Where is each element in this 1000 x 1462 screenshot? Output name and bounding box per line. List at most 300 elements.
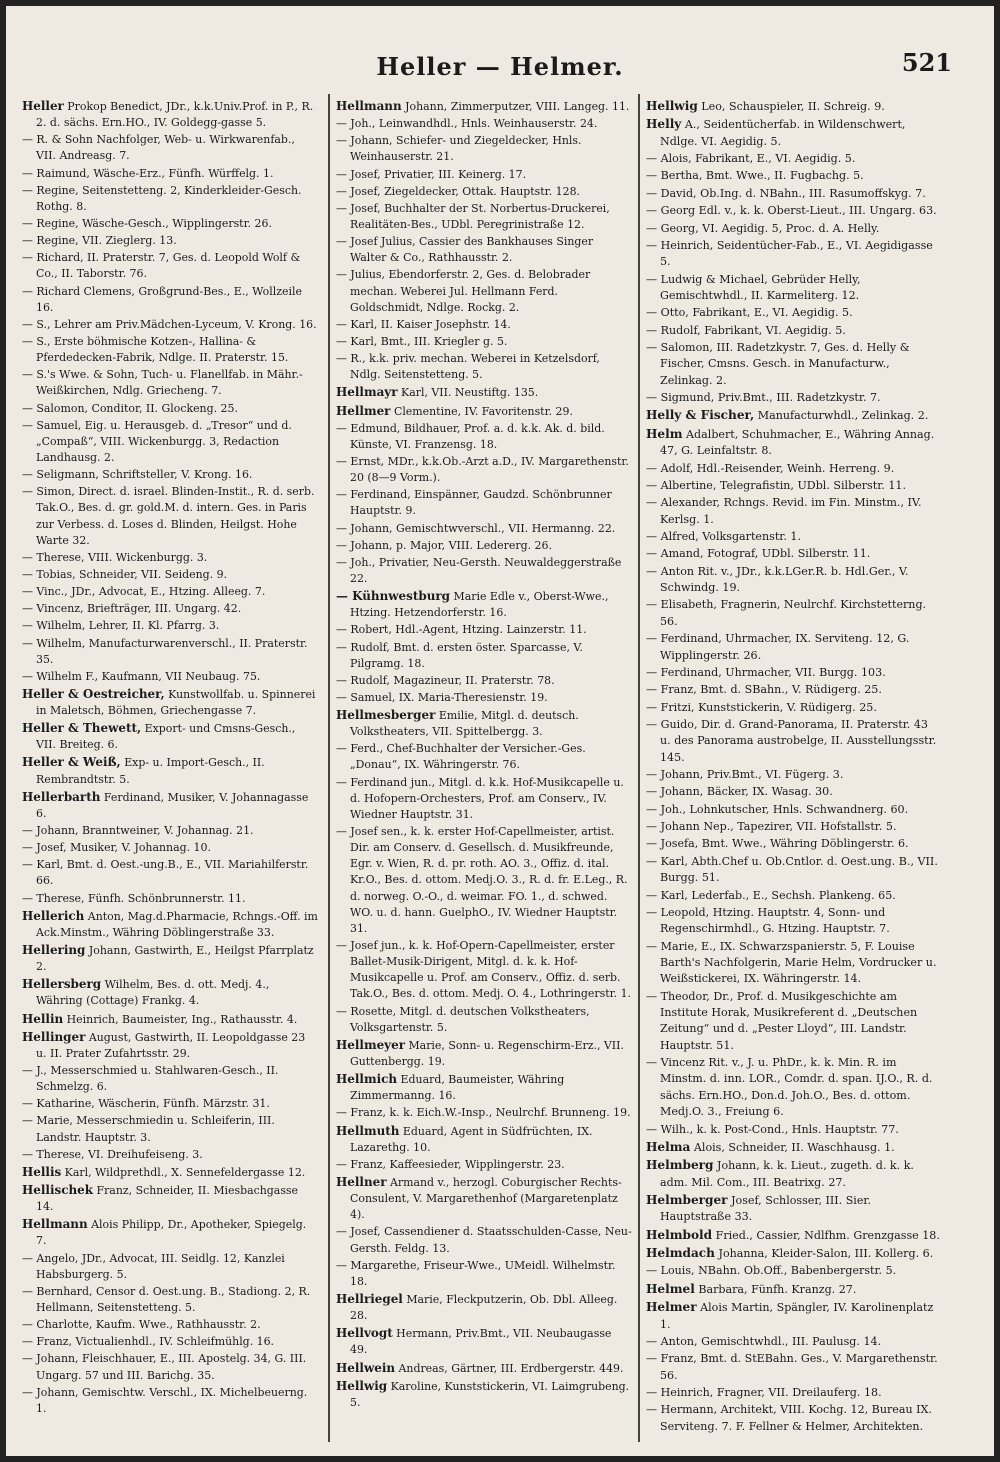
directory-entry (646, 546, 942, 562)
directory-entry (22, 233, 318, 249)
entry-details: — Leopold, Htzing. Hauptstr. 4, Sonn- und Regenschirmhdl., G. Htzing. Hauptstr. 7. (646, 905, 890, 936)
directory-entry (646, 1263, 942, 1279)
directory-entry (336, 487, 632, 519)
entry-details: Adalbert, Schuhmacher, E., Währing Annag. 47, G. Leinfaltstr. 8. (660, 427, 935, 458)
entry-details: — S., Erste böhmische Kotzen-, Hallina- & Pferdedecken-Fabrik, Ndlge. II. Praterstr. 15. (22, 334, 289, 365)
directory-entry (22, 484, 318, 549)
directory-entry (22, 1317, 318, 1333)
directory-entry (22, 183, 318, 215)
entry-details: — Samuel, IX. Maria-Theresienstr. 19. (336, 690, 548, 704)
entry-details: — Franz, Bmt. d. SBahn., V. Rüdigerg. 25. (646, 683, 882, 697)
directory-entry (336, 1174, 632, 1223)
entry-surname: Helmberg (646, 1158, 714, 1173)
directory-entry (336, 133, 632, 165)
directory-entry (22, 1385, 318, 1417)
entry-details: — Albertine, Telegrafistin, UDbl. Silberstr. 11. (646, 478, 906, 492)
entry-details: — Wilhelm, Lehrer, II. Kl. Pfarrg. 3. (22, 619, 220, 633)
entry-details: — Anton, Gemischtwhdl., III. Paulusg. 14. (646, 1334, 882, 1348)
directory-entry (336, 1378, 632, 1411)
entry-details: — Therese, Fünfh. Schönbrunnerstr. 11. (22, 891, 246, 905)
directory-entry (646, 305, 942, 321)
entry-details: — Heinrich, Seidentücher-Fab., E., VI. Aegidigasse 5. (646, 238, 933, 269)
entry-details: — Regine, VII. Zieglerg. 13. (22, 234, 177, 248)
entry-details: — Marie, E., IX. Schwarzspanierstr. 5, F. Louise Barth's Nachfolgerin, Marie Helm, Vordrucker u. Weißstickerei, IX. Währingerstr. 14. (646, 939, 937, 986)
entry-details: — Otto, Fabrikant, E., VI. Aegidig. 5. (646, 306, 853, 320)
entry-details: — J., Messerschmied u. Stahlwaren-Gesch., II. Schmelzg. 6. (22, 1064, 279, 1094)
directory-entry (22, 1284, 318, 1316)
entry-details: — Fritzi, Kunststickerin, V. Rüdigerg. 25. (646, 700, 877, 714)
entry-details: — S., Lehrer am Priv.Mädchen-Lyceum, V. Krong. 16. (22, 317, 317, 331)
entry-surname: Hellis (22, 1164, 62, 1179)
column-2 (336, 98, 632, 1438)
entry-surname: Heller & Oestreicher, (22, 686, 165, 701)
entry-surname: Hellner (336, 1175, 387, 1189)
directory-entry (22, 823, 318, 839)
entry-details: — Vincenz, Briefträger, III. Ungarg. 42. (22, 602, 242, 616)
directory-entry (22, 789, 318, 822)
entry-surname: Helly (646, 117, 682, 132)
entry-details: — Franz, k. k. Eich.W.-Insp., Neulrchf. Brunneng. 19. (336, 1106, 631, 1120)
entry-details: Alois Philipp, Dr., Apotheker, Spiegelg. 7. (36, 1218, 307, 1248)
directory-entry (646, 989, 942, 1054)
entry-details: — Johann Nep., Tapezirer, VII. Hofstallstr. 5. (646, 820, 897, 834)
entry-surname: Helmdach (646, 1246, 715, 1261)
entry-details: Johanna, Kleider-Salon, III. Kollerg. 6. (714, 1247, 934, 1261)
entry-surname: Hellmeyer (336, 1037, 405, 1052)
directory-entry (646, 1334, 942, 1350)
entry-details: — Richard, II. Praterstr. 7, Ges. d. Leopold Wolf & Co., II. Taborstr. 76. (22, 251, 301, 281)
entry-details: — Josef, Cassendiener d. Staatsschulden-Casse, Neu-Gersth. Feldg. 13. (336, 1225, 632, 1255)
entry-details: — Anton Rit. v., JDr., k.k.LGer.R. b. Hdl.Ger., V. Schwindg. 19. (646, 564, 909, 595)
directory-entry (22, 1147, 318, 1163)
directory-entry (336, 267, 632, 315)
entry-details: — Ferdinand, Uhrmacher, IX. Serviteng. 12, G. Wipplingerstr. 26. (646, 632, 910, 662)
directory-entry (646, 905, 942, 938)
column-divider (328, 94, 330, 1442)
page-number: 521 (901, 48, 952, 77)
directory-entry (22, 686, 318, 719)
entry-surname: Helma (646, 1139, 691, 1154)
directory-entry (646, 597, 942, 630)
directory-entry (646, 323, 942, 339)
directory-entry (22, 1063, 318, 1095)
directory-entry (22, 942, 318, 975)
entry-surname: Hellwein (336, 1360, 396, 1375)
directory-entry (646, 116, 942, 150)
directory-entry (336, 775, 632, 823)
entry-details: — Seligmann, Schriftsteller, V. Krong. 16. (22, 468, 253, 482)
entry-details: — Alois, Fabrikant, E., VI. Aegidig. 5. (646, 152, 856, 166)
entry-details: — Katharine, Wäscherin, Fünfh. Märzstr. 31. (22, 1097, 270, 1111)
entry-details: — Angelo, JDr., Advocat, III. Seidlg. 12, Kanzlei Habsburgerg. 5. (22, 1251, 285, 1281)
entry-details: Alois Martin, Spängler, IV. Karolinenplatz 1. (660, 1301, 934, 1331)
entry-details: — Bertha, Bmt. Wwe., II. Fugbachg. 5. (646, 169, 864, 183)
directory-entry (646, 1385, 942, 1401)
entry-surname: Hellmich (336, 1072, 398, 1087)
entry-details: Karl, Wildprethdl., X. Sennefeldergasse 12. (61, 1165, 306, 1179)
entry-details: — Raimund, Wäsche-Erz., Fünfh. Würffelg. 1. (22, 166, 274, 180)
directory-entry (336, 167, 632, 183)
directory-entry (646, 939, 942, 988)
entry-details: — Ferd., Chef-Buchhalter der Versicher.-Ges. „Donau“, IX. Währingerstr. 76. (336, 742, 586, 772)
directory-entry (22, 1182, 318, 1215)
entry-details: — Josef jun., k. k. Hof-Opern-Capellmeister, erster Ballet-Musik-Dirigent, Mitgl. d. k. k. Hof-Musikcapelle u. Prof. am Conserv., Offiz. d. serb. Tak.O., Bes. d. ottom. Medj. O. 4., Lothringerstr. 1. (336, 939, 632, 1001)
entry-details: — Joh., Privatier, Neu-Gersth. Neuwaldeggerstraße 22. (336, 555, 622, 585)
entry-details: — Johann, Gemischtw. Verschl., IX. Michelbeuerng. 1. (22, 1385, 308, 1415)
directory-entry (22, 401, 318, 417)
entry-details: — Karl, II. Kaiser Josephstr. 14. (336, 317, 511, 331)
entry-surname: Hellmesberger (336, 708, 436, 723)
directory-entry (22, 216, 318, 232)
entry-details: Eduard, Baumeister, Währing Zimmermanng. 16. (350, 1073, 565, 1103)
directory-entry (646, 238, 942, 271)
directory-entry (336, 1224, 632, 1256)
directory-entry (336, 454, 632, 486)
directory-entry (22, 601, 318, 617)
entry-details: — Adolf, Hdl.-Reisender, Weinh. Herreng. 9. (646, 461, 895, 475)
directory-entry (336, 403, 632, 420)
entry-details: — Julius, Ebendorferstr. 2, Ges. d. Belobrader mechan. Weberei Jul. Hellmann Ferd. Goldschmidt, Ndlge. Rockg. 2. (336, 268, 591, 314)
entry-details: — Sigmund, Priv.Bmt., III. Radetzkystr. 7. (646, 391, 881, 405)
entry-details: — Richard Clemens, Großgrund-Bes., E., Wollzeile 16. (22, 284, 302, 314)
directory-entry (22, 908, 318, 941)
directory-entry (646, 717, 942, 766)
entry-surname: Hellinger (22, 1029, 86, 1044)
directory-entry (646, 631, 942, 664)
directory-entry (646, 1281, 942, 1298)
entry-details: — Alexander, Rchngs. Revid. im Fin. Minstm., IV. Kerlsg. 1. (646, 496, 922, 526)
directory-entry (646, 390, 942, 406)
entry-details: — Josef, Musiker, V. Johannag. 10. (22, 841, 211, 855)
entry-surname: Hellwig (646, 99, 698, 113)
directory-entry (22, 636, 318, 668)
directory-entry (336, 673, 632, 689)
entry-surname: Hellmuth (336, 1123, 400, 1138)
directory-entry (336, 640, 632, 672)
entry-details: — Charlotte, Kaufm. Wwe., Rathhausstr. 2. (22, 1318, 261, 1332)
directory-entry (22, 418, 318, 466)
directory-entry (646, 221, 942, 237)
entry-details: — Ferdinand, Uhrmacher, VII. Burgg. 103. (646, 665, 886, 679)
entry-details: — Hermann, Architekt, VIII. Kochg. 12, Bureau IX. Serviteng. 7. F. Fellner & Helmer, Architekten. (646, 1403, 932, 1433)
directory-entry (646, 1245, 942, 1262)
directory-entry (336, 184, 632, 200)
entry-details: Fried., Cassier, Ndlfhm. Grenzgasse 18. (712, 1228, 940, 1242)
entry-surname: Hellmayr (336, 385, 398, 400)
directory-entry (646, 186, 942, 202)
directory-entry (22, 467, 318, 483)
entry-details: — Franz, Kaffeesieder, Wipplingerstr. 23. (336, 1157, 565, 1171)
entry-details: — R. & Sohn Nachfolger, Web- u. Wirkwarenfab., VII. Andreasg. 7. (22, 133, 295, 163)
entry-details: — Theodor, Dr., Prof. d. Musikgeschichte am Institute Horak, Musikreferent d. „Deutschen Zeitung“ und d. „Pester Lloyd“, III. Landstr. Hauptstr. 51. (646, 989, 918, 1052)
directory-entry (646, 564, 942, 597)
entry-details: Prokop Benedict, JDr., k.k.Univ.Prof. in P., R. 2. d. sächs. Ern.HO., IV. Goldegg-gasse 5. (36, 100, 314, 130)
entry-details: — Alfred, Volksgartenstr. 1. (646, 529, 802, 543)
entry-details: — Robert, Hdl.-Agent, Htzing. Lainzerstr. 11. (336, 623, 587, 637)
entry-details: — Tobias, Schneider, VII. Seideng. 9. (22, 567, 228, 581)
directory-entry (646, 1192, 942, 1226)
entry-details: Marie, Fleckputzerin, Ob. Dbl. Alleeg. 28. (350, 1292, 618, 1323)
entry-details: Barbara, Fünfh. Kranzg. 27. (694, 1282, 857, 1296)
directory-entry (22, 1216, 318, 1249)
entry-surname: Helly & Fischer, (646, 408, 755, 423)
directory-entry (336, 690, 632, 706)
directory-entry (22, 891, 318, 907)
entry-details: — Ernst, MDr., k.k.Ob.-Arzt a.D., IV. Margarethenstr. 20 (8—9 Vorm.). (336, 454, 629, 485)
entry-details: — Bernhard, Censor d. Oest.ung. B., Stadiong. 2, R. Hellmann, Seitenstetteng. 5. (22, 1284, 311, 1314)
entry-details: Karl, VII. Neustiftg. 135. (397, 386, 539, 400)
entry-details: — Georg, VI. Aegidig. 5, Proc. d. A. Helly. (646, 221, 880, 235)
directory-entry (646, 1402, 942, 1435)
directory-entry (22, 98, 318, 131)
directory-entry (646, 98, 942, 115)
directory-entry (336, 351, 632, 383)
entry-details: — Johann, Bäcker, IX. Wasag. 30. (646, 785, 833, 799)
directory-entry (646, 682, 942, 698)
entry-details: — Heinrich, Fragner, VII. Dreilauferg. 18. (646, 1385, 882, 1399)
directory-entry (22, 567, 318, 583)
directory-entry (646, 203, 942, 219)
directory-entry (22, 584, 318, 600)
directory-entry (646, 1055, 942, 1120)
directory-entry (336, 1004, 632, 1036)
entry-surname: Hellvogt (336, 1326, 393, 1341)
directory-entry (336, 421, 632, 453)
page-header (6, 48, 994, 88)
entry-details: — Ferdinand jun., Mitgl. d. k.k. Hof-Musikcapelle u. d. Hofopern-Orchesters, Prof. am Conserv., IV. Wiedner Hauptstr. 31. (336, 775, 624, 821)
entry-details: Kunstwollfab. u. Spinnerei in Maletsch, Böhmen, Griechengasse 7. (36, 687, 316, 718)
entry-details: — Vinc., JDr., Advocat, E., Htzing. Alleeg. 7. (22, 585, 266, 599)
entry-details: — Marie, Messerschmiedin u. Schleiferin, III. Landstr. Hauptstr. 3. (22, 1114, 275, 1144)
entry-details: — Louis, NBahn. Ob.Off., Babenbergerstr. 5. (646, 1264, 897, 1278)
entry-details: — Wilh., k. k. Post-Cond., Hnls. Hauptstr. 77. (646, 1122, 899, 1136)
directory-entry (336, 1157, 632, 1173)
directory-entry (646, 529, 942, 545)
directory-entry (646, 784, 942, 800)
entry-details: Johann, Gastwirth, E., Heilgst Pfarrplatz 2. (36, 944, 314, 974)
entry-details: — Franz, Bmt. d. StEBahn. Ges., V. Margarethenstr. 56. (646, 1352, 938, 1382)
directory-entry (336, 938, 632, 1003)
entry-surname: Hellischek (22, 1183, 94, 1197)
directory-entry (646, 272, 942, 305)
column-3 (646, 98, 942, 1438)
directory-entry (336, 1123, 632, 1156)
entry-details: — Rosette, Mitgl. d. deutschen Volkstheaters, Volksgartenstr. 5. (336, 1004, 590, 1034)
directory-entry (336, 1291, 632, 1324)
entry-surname: Helmel (646, 1281, 695, 1296)
entry-details: — Josef, Buchhalter der St. Norbertus-Druckerei, Realitäten-Bes., UDbl. Peregrinistraße 12. (336, 201, 610, 231)
entry-details: — Rudolf, Magazineur, II. Praterstr. 78. (336, 673, 555, 687)
directory-entry (336, 538, 632, 554)
entry-details: Johann, k. k. Lieut., zugeth. d. k. k. adm. Mil. Com., III. Beatrixg. 27. (660, 1159, 914, 1189)
directory-entry (646, 1299, 942, 1333)
entry-details: Johann, Zimmerputzer, VIII. Langeg. 11. (401, 100, 630, 113)
directory-entry (646, 767, 942, 783)
directory-entry (336, 1037, 632, 1070)
entry-details: Clementine, IV. Favoritenstr. 29. (390, 404, 573, 418)
entry-details: — Josef, Privatier, III. Keinerg. 17. (336, 167, 527, 181)
directory-entry (336, 116, 632, 132)
entry-details: Eduard, Agent in Südfrüchten, IX. Lazarethg. 10. (350, 1124, 593, 1154)
entry-details: — Johann, Schiefer- und Ziegeldecker, Hnls. Weinhauserstr. 21. (336, 134, 582, 164)
directory-entry (336, 1258, 632, 1290)
entry-details: — Karl, Bmt., III. Kriegler g. 5. (336, 334, 508, 348)
entry-details: Hermann, Priv.Bmt., VII. Neubaugasse 49. (350, 1327, 612, 1357)
directory-entry (646, 888, 942, 904)
entry-details: — Franz, Victualienhdl., IV. Schleifmühlg. 16. (22, 1335, 275, 1349)
running-title: Heller — Helmer. (376, 52, 624, 81)
directory-entry (22, 754, 318, 787)
column-1 (22, 98, 318, 1438)
directory-entry (22, 132, 318, 164)
directory-entry (646, 151, 942, 167)
directory-entry (336, 555, 632, 587)
entry-details: — Rudolf, Bmt. d. ersten öster. Sparcasse, V. Pilgramg. 18. (336, 640, 583, 670)
directory-entry (22, 857, 318, 889)
directory-entry (646, 495, 942, 528)
entry-details: — Wilhelm, Manufacturwarenverschl., II. Praterstr. 35. (22, 636, 308, 666)
directory-entry (336, 707, 632, 740)
directory-entry (22, 1164, 318, 1181)
entry-surname: Hellerich (22, 908, 85, 923)
entry-details: — Johann, p. Major, VIII. Ledererg. 26. (336, 538, 552, 552)
directory-entry (22, 840, 318, 856)
directory-entry (336, 1325, 632, 1358)
entry-details: — Therese, VI. Dreihufeiseng. 3. (22, 1147, 203, 1161)
directory-entry (336, 1105, 632, 1121)
entry-details: Karoline, Kunststickerin, VI. Laimgrubeng. 5. (350, 1379, 630, 1409)
directory-entry (646, 426, 942, 460)
directory-entry (336, 201, 632, 233)
entry-details: — Josef sen., k. k. erster Hof-Capellmeister, artist. Dir. am Conserv. d. Gesellsch. d. Musikfreunde, Egr. v. Wien, R. d. pr. roth. AO. 3., Offiz. d. ital. Kr.O., Bes. d. ottom. Medj.O. 3., R. d. fr. E.Leg., R. d. norweg. O.-O., d. weimar. FO. 1., d. schwed. WO. u. d. hann. GuelphO., IV. Wiedner Hauptstr. 31. (336, 825, 628, 935)
entry-details: — R., k.k. priv. mechan. Weberei in Ketzelsdorf, Ndlg. Seitenstetteng. 5. (336, 352, 600, 382)
entry-surname: Hellering (22, 943, 86, 958)
entry-details: — Salomon, Conditor, II. Glockeng. 25. (22, 401, 238, 415)
entry-details: — Elisabeth, Fragnerin, Neulrchf. Kirchstetterng. 56. (646, 598, 927, 628)
entry-details: Leo, Schauspieler, II. Schreig. 9. (697, 100, 885, 113)
entry-details: — Therese, VIII. Wickenburgg. 3. (22, 550, 208, 564)
directory-entry (22, 317, 318, 333)
directory-entry (336, 588, 632, 621)
entry-details: Franz, Schneider, II. Miesbachgasse 14. (36, 1184, 299, 1214)
entry-details: Josef, Schlosser, III. Sier. Hauptstraße 33. (660, 1194, 872, 1224)
entry-details: — Johann, Fleischhauer, E., III. Apostelg. 34, G. III. Ungarg. 57 und III. Barichg. 35. (22, 1352, 307, 1382)
directory-entry (336, 1360, 632, 1377)
entry-details: — Wilhelm F., Kaufmann, VII Neubaug. 75. (22, 669, 261, 683)
directory-entry (336, 234, 632, 266)
directory-entry (22, 1351, 318, 1383)
directory-entry (646, 478, 942, 494)
entry-surname: — Kühnwestburg (336, 589, 451, 604)
entry-details: Marie, Sonn- u. Regenschirm-Erz., VII. Guttenbergg. 19. (350, 1038, 624, 1069)
directory-entry (646, 1227, 942, 1244)
directory-entry (646, 1122, 942, 1138)
entry-details: Wilhelm, Bes. d. ott. Medj. 4., Währing (Cottage) Frankg. 4. (36, 978, 270, 1008)
entry-surname: Heller & Thewett, (22, 721, 142, 736)
entry-details: — Edmund, Bildhauer, Prof. a. d. k.k. Ak. d. bild. Künste, VI. Franzensg. 18. (336, 421, 605, 451)
column-divider (638, 94, 640, 1442)
entry-details: August, Gastwirth, II. Leopoldgasse 23 u. II. Prater Zufahrtsstr. 29. (36, 1030, 306, 1060)
entry-details: — Johann, Branntweiner, V. Johannag. 21. (22, 824, 254, 838)
directory-entry (646, 407, 942, 424)
directory-entry (22, 618, 318, 634)
directory-entry (646, 802, 942, 818)
entry-details: — Johann, Priv.Bmt., VI. Fügerg. 3. (646, 768, 844, 782)
directory-entry (22, 976, 318, 1009)
directory-entry (22, 1113, 318, 1145)
entry-details: — Ludwig & Michael, Gebrüder Helly, Gemischtwhdl., II. Karmeliterg. 12. (646, 272, 861, 302)
entry-details: Anton, Mag.d.Pharmacie, Rchngs.-Off. im Ack.Minstm., Währing Döblingerstraße 33. (36, 909, 318, 939)
directory-entry (646, 1139, 942, 1156)
entry-details: — Ferdinand, Einspänner, Gaudzd. Schönbrunner Hauptstr. 9. (336, 488, 612, 518)
entry-details: — Josef Julius, Cassier des Bankhauses Singer Walter & Co., Rathhausstr. 2. (336, 235, 594, 265)
entry-details: Export- und Cmsns-Gesch., VII. Breiteg. 6. (36, 722, 296, 752)
directory-entry (646, 168, 942, 184)
entry-surname: Heller & Weiß, (22, 755, 121, 770)
directory-entry (22, 367, 318, 399)
directory-entry (22, 284, 318, 316)
directory-entry (336, 384, 632, 401)
entry-details: Marie Edle v., Oberst-Wwe., Htzing. Hetzendorferstr. 16. (350, 590, 609, 620)
entry-details: — Joh., Lohnkutscher, Hnls. Schwandnerg. 60. (646, 802, 909, 816)
directory-entry (22, 1251, 318, 1283)
directory-entry (336, 824, 632, 937)
directory-entry (22, 334, 318, 366)
directory-entry (646, 1351, 942, 1384)
directory-entry (22, 166, 318, 182)
entry-surname: Hellwig (336, 1378, 388, 1393)
entry-surname: Helmer (646, 1300, 697, 1315)
entry-surname: Hellerbarth (22, 789, 101, 804)
entry-surname: Hellersberg (22, 977, 102, 992)
entry-details: Exp- u. Import-Gesch., II. Rembrandtstr. 5. (36, 756, 265, 786)
entry-details: — Regine, Seitenstetteng. 2, Kinderkleider-Gesch. Rothg. 8. (22, 183, 302, 213)
entry-details: Heinrich, Baumeister, Ing., Rathausstr. 4. (63, 1012, 298, 1026)
entry-details: Armand v., herzogl. Coburgischer Rechts-Consulent, V. Margarethenhof (Margaretenplatz 4). (350, 1176, 622, 1222)
directory-entry (646, 700, 942, 716)
directory-entry (22, 720, 318, 753)
directory-entry (22, 669, 318, 685)
directory-entry (22, 1029, 318, 1062)
directory-entry (22, 1096, 318, 1112)
entry-details: — Samuel, Eig. u. Herausgeb. d. „Tresor“ und d. „Compaß“, VIII. Wickenburgg. 3, Redaction Landhausg. 2. (22, 418, 292, 464)
entry-surname: Hellmann (336, 99, 402, 113)
directory-entry (22, 550, 318, 566)
entry-details: — Rudolf, Fabrikant, VI. Aegidig. 5. (646, 323, 846, 337)
entry-details: Manufacturwhdl., Zelinkag. 2. (754, 409, 929, 423)
entry-details: Emilie, Mitgl. d. deutsch. Volkstheaters, VII. Spittelbergg. 3. (350, 709, 579, 739)
entry-details: — Amand, Fotograf, UDbl. Silberstr. 11. (646, 547, 871, 561)
entry-details: — Karl, Bmt. d. Oest.-ung.B., E., VII. Mariahilferstr. 66. (22, 858, 309, 888)
directory-entry (22, 250, 318, 282)
directory-entry (646, 836, 942, 852)
entry-surname: Hellmann (22, 1217, 88, 1232)
entry-details: — Johann, Gemischtwverschl., VII. Hermanng. 22. (336, 521, 616, 535)
entry-details: — Simon, Direct. d. israel. Blinden-Instit., R. d. serb. Tak.O., Bes. d. gr. gold.M. d. intern. Ges. in Paris zur Verbess. d. Loses d. Blinden, Heilgst. Hohe Warte 32. (22, 485, 315, 547)
entry-details: — Josefa, Bmt. Wwe., Währing Döblingerstr. 6. (646, 837, 909, 851)
entry-details: Ferdinand, Musiker, V. Johannagasse 6. (36, 790, 309, 820)
entry-details: — Georg Edl. v., k. k. Oberst-Lieut., III. Ungarg. 63. (646, 204, 937, 218)
entry-surname: Helmberger (646, 1193, 728, 1207)
directory-entry (336, 622, 632, 638)
entry-details: — Regine, Wäsche-Gesch., Wipplingerstr. 26. (22, 216, 272, 230)
directory-entry (336, 1071, 632, 1104)
directory-entry (646, 461, 942, 477)
entry-details: — Margarethe, Friseur-Wwe., UMeidl. Wilhelmstr. 18. (336, 1258, 616, 1288)
entry-surname: Hellin (22, 1011, 64, 1026)
entry-details: — Vincenz Rit. v., J. u. PhDr., k. k. Min. R. im Minstm. d. inn. LOR., Comdr. d. span. IJ.O., R. d. sächs. Ern.HO., Don.d. Joh.O., Bes. d. ottom. Medj.O. 3., Freiung 6. (646, 1056, 933, 1119)
directory-entry (336, 741, 632, 773)
